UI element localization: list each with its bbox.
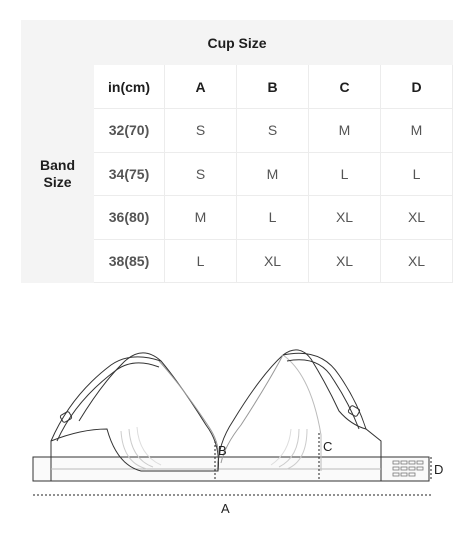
size-cell: L (381, 152, 453, 196)
size-cell: M (381, 109, 453, 153)
size-cell: XL (381, 196, 453, 240)
size-cell: L (309, 152, 381, 196)
size-cell: XL (309, 196, 381, 240)
cup-header-d: D (381, 65, 453, 109)
label-c: C (323, 439, 333, 454)
band-value: 32(70) (94, 109, 165, 153)
size-cell: M (237, 152, 309, 196)
size-cell: S (237, 109, 309, 153)
band-value: 36(80) (94, 196, 165, 240)
left-cup (51, 353, 219, 471)
band-value: 38(85) (94, 239, 165, 283)
unit-header: in(cm) (94, 65, 165, 109)
size-cell: L (165, 239, 237, 283)
size-cell: XL (237, 239, 309, 283)
band-size-label: Band Size (22, 65, 94, 283)
label-d: D (434, 462, 444, 477)
right-cup (218, 350, 381, 471)
cup-header-c: C (309, 65, 381, 109)
size-chart-table (21, 20, 452, 283)
size-cell: XL (381, 239, 453, 283)
size-cell: S (165, 152, 237, 196)
cup-header-a: A (165, 65, 237, 109)
size-cell: M (309, 109, 381, 153)
label-b: B (218, 443, 227, 458)
label-a: A (221, 501, 230, 516)
cup-header-b: B (237, 65, 309, 109)
band-value: 34(75) (94, 152, 165, 196)
size-cell: S (165, 109, 237, 153)
size-cell: XL (309, 239, 381, 283)
cup-size-title: Cup Size (22, 21, 453, 65)
bra-measurement-diagram (21, 345, 452, 525)
size-cell: M (165, 196, 237, 240)
size-cell: L (237, 196, 309, 240)
bra-band (33, 457, 429, 481)
